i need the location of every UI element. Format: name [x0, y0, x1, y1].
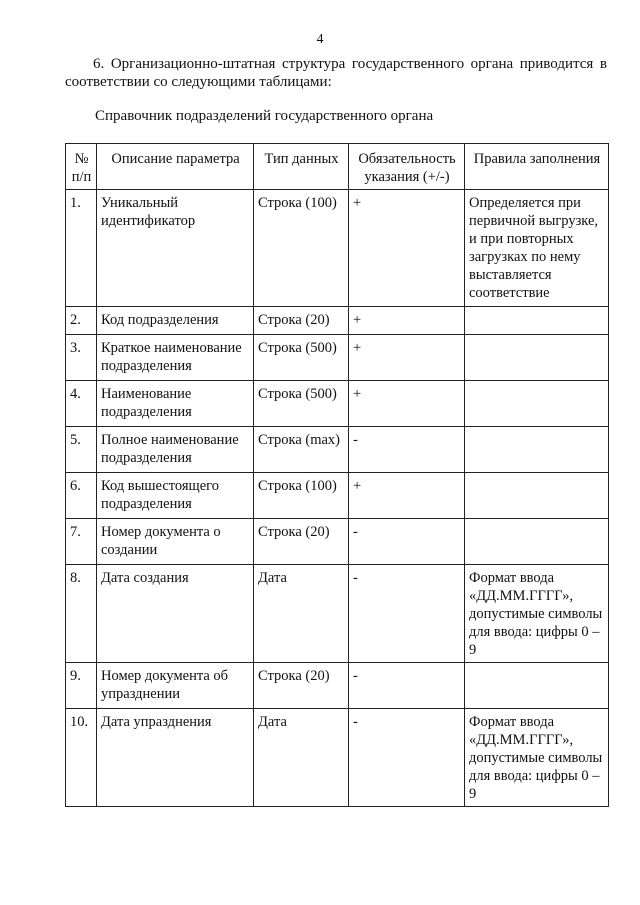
row-rules: Определяется при первичной выгрузке, и при повторных загрузках по нему выставляется соответствие — [465, 190, 609, 307]
row-number: 4. — [66, 381, 97, 427]
header-number: № п/п — [66, 144, 97, 190]
table-row — [66, 335, 609, 381]
row-data-type: Строка (20) — [254, 663, 349, 709]
row-parameter: Код вышестоящего подразделения — [97, 473, 254, 519]
row-number: 10. — [66, 709, 97, 807]
row-data-type: Строка (500) — [254, 335, 349, 381]
table-row — [66, 519, 609, 565]
row-number: 9. — [66, 663, 97, 709]
row-required: - — [349, 565, 465, 663]
row-parameter: Код подразделения — [97, 307, 254, 335]
row-data-type: Строка (max) — [254, 427, 349, 473]
row-parameter: Дата упразднения — [97, 709, 254, 807]
table-row — [66, 565, 609, 663]
row-rules: Формат ввода «ДД.ММ.ГГГГ», допустимые символы для ввода: цифры 0 – 9 — [465, 565, 609, 663]
row-required: + — [349, 381, 465, 427]
row-required: - — [349, 519, 465, 565]
row-data-type: Дата — [254, 565, 349, 663]
header-parameter: Описание параметра — [97, 144, 254, 190]
row-required: - — [349, 709, 465, 807]
header-data-type: Тип данных — [254, 144, 349, 190]
table-row — [66, 709, 609, 807]
header-rules: Правила заполнения — [465, 144, 609, 190]
table-caption: Справочник подразделений государственного органа — [95, 108, 434, 124]
row-required: - — [349, 663, 465, 709]
table-row — [66, 663, 609, 709]
row-data-type: Дата — [254, 709, 349, 807]
row-rules — [465, 381, 609, 427]
header-required: Обязательность указания (+/-) — [349, 144, 465, 190]
subdivisions-table — [65, 143, 609, 807]
row-number: 2. — [66, 307, 97, 335]
row-number: 6. — [66, 473, 97, 519]
row-data-type: Строка (100) — [254, 473, 349, 519]
row-data-type: Строка (20) — [254, 519, 349, 565]
row-rules — [465, 335, 609, 381]
row-data-type: Строка (500) — [254, 381, 349, 427]
row-number: 1. — [66, 190, 97, 307]
row-number: 5. — [66, 427, 97, 473]
row-rules — [465, 427, 609, 473]
row-rules: Формат ввода «ДД.ММ.ГГГГ», допустимые символы для ввода: цифры 0 – 9 — [465, 709, 609, 807]
header-row — [66, 144, 609, 190]
row-parameter: Номер документа о создании — [97, 519, 254, 565]
row-required: + — [349, 307, 465, 335]
table-row — [66, 190, 609, 307]
row-data-type: Строка (100) — [254, 190, 349, 307]
row-parameter: Дата создания — [97, 565, 254, 663]
table-header — [66, 144, 609, 190]
row-rules — [465, 307, 609, 335]
row-number: 3. — [66, 335, 97, 381]
page-number: 4 — [316, 32, 324, 47]
table-row — [66, 307, 609, 335]
row-required: - — [349, 427, 465, 473]
table-row — [66, 381, 609, 427]
table-row — [66, 473, 609, 519]
row-rules — [465, 519, 609, 565]
intro-paragraph: 6. Организационно-штатная структура государственного органа приводится в соответствии со следующими таблицами: — [65, 56, 607, 90]
table-row — [66, 427, 609, 473]
row-parameter: Полное наименование подразделения — [97, 427, 254, 473]
row-rules — [465, 663, 609, 709]
row-required: + — [349, 190, 465, 307]
row-data-type: Строка (20) — [254, 307, 349, 335]
row-parameter: Краткое наименование подразделения — [97, 335, 254, 381]
row-required: + — [349, 473, 465, 519]
row-rules — [465, 473, 609, 519]
row-parameter: Уникальный идентификатор — [97, 190, 254, 307]
row-parameter: Наименование подразделения — [97, 381, 254, 427]
row-parameter: Номер документа об упразднении — [97, 663, 254, 709]
row-required: + — [349, 335, 465, 381]
row-number: 8. — [66, 565, 97, 663]
row-number: 7. — [66, 519, 97, 565]
